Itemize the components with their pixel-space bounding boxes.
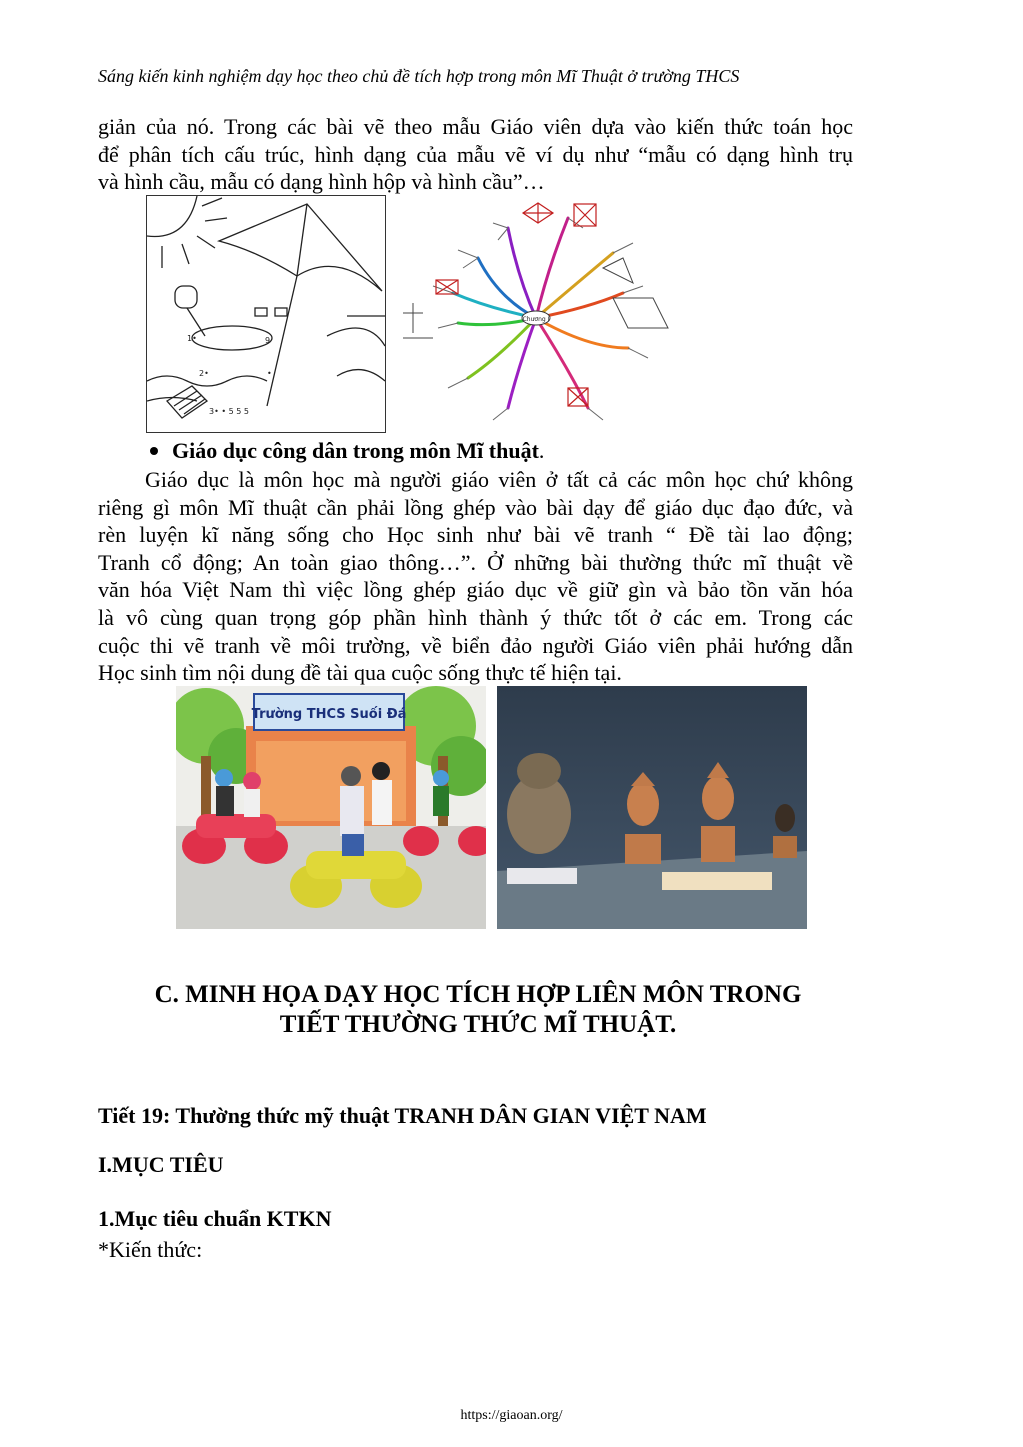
beach-drawing-figure (146, 195, 386, 433)
svg-text:3• • 5 5 5: 3• • 5 5 5 (209, 407, 249, 416)
bullet-item (144, 437, 544, 465)
bullet-dot (150, 447, 158, 455)
section-c-heading (98, 980, 858, 1040)
svg-text:•: • (267, 369, 272, 378)
mind-map-center-label: Chương I (522, 316, 550, 323)
paragraph-2-line: Học sinh tìm nội dung đề tài qua cuộc sống thực tế hiện tại. (98, 660, 622, 686)
paragraph-1-line: giản của nó. Trong các bài vẽ theo mẫu Giáo viên dựa vào kiến thức toán học (98, 114, 853, 139)
ktkn-subheading: 1.Mục tiêu chuẩn KTKN (98, 1206, 332, 1231)
bullet-heading: Giáo dục công dân trong môn Mĩ thuật (172, 438, 539, 463)
paragraph-2-line: Tranh cổ động; An toàn giao thông…”. Ở những bài thường thức mĩ thuật về (98, 549, 853, 575)
traffic-safety-drawing-figure (176, 686, 486, 929)
section-c-heading-line: C. MINH HỌA DẠY HỌC TÍCH HỢP LIÊN MÔN TRONG (154, 981, 802, 1008)
lesson-title: Tiết 19: Thường thức mỹ thuật TRANH DÂN GIAN VIỆT NAM (98, 1103, 707, 1128)
school-sign-text: Trường THCS Suối Đá (251, 707, 407, 722)
paragraph-1 (98, 113, 853, 196)
museum-sculptures-photo (497, 686, 807, 929)
footer-url[interactable]: https://giaoan.org/ (460, 1408, 563, 1423)
svg-text:2•: 2• (199, 369, 209, 378)
paragraph-1-line: và hình cầu, mẫu có dạng hình hộp và hình cầu”… (98, 169, 545, 195)
section-c-heading-line: TIẾT THƯỜNG THỨC MĨ THUẬT. (279, 1011, 677, 1038)
paragraph-2-line: văn hóa Việt Nam thì việc lồng ghép giáo dục về giữ gìn và bảo tồn văn hóa (98, 577, 853, 603)
paragraph-1-line: để phân tích cấu trúc, hình dạng của mẫu vẽ ví dụ như “mẫu có dạng hình trụ (98, 141, 853, 167)
paragraph-2 (98, 466, 853, 687)
paragraph-2-line: Giáo dục là môn học mà người giáo viên ở tất cả các môn học chứ không (145, 467, 853, 492)
paragraph-2-line: là vô cùng quan trọng góp phần hình thành ý thức tốt ở các em. Trong các (98, 604, 853, 630)
svg-text:1•: 1• (187, 334, 197, 343)
paragraph-2-line: cuộc thi vẽ tranh về môi trường, về biển đảo người Giáo viên phải hướng dẫn (98, 632, 853, 658)
mind-map-figure (398, 198, 673, 430)
running-header: Sáng kiến kinh nghiệm dạy học theo chủ đề tích hợp trong môn Mĩ Thuật ở trường THCS (98, 66, 740, 86)
knowledge-label: *Kiến thức: (98, 1237, 203, 1262)
paragraph-2-line: rèn luyện kĩ năng sống cho Học sinh như bài vẽ tranh “ Đề tài lao động; (98, 522, 853, 548)
bullet-suffix: . (538, 438, 545, 463)
paragraph-2-line: riêng gì môn Mĩ thuật cần phải lồng ghép vào bài dạy để giáo dục đạo đức, và (98, 494, 853, 520)
objectives-heading: I.MỤC TIÊU (98, 1152, 224, 1177)
svg-text:9: 9 (265, 336, 271, 345)
